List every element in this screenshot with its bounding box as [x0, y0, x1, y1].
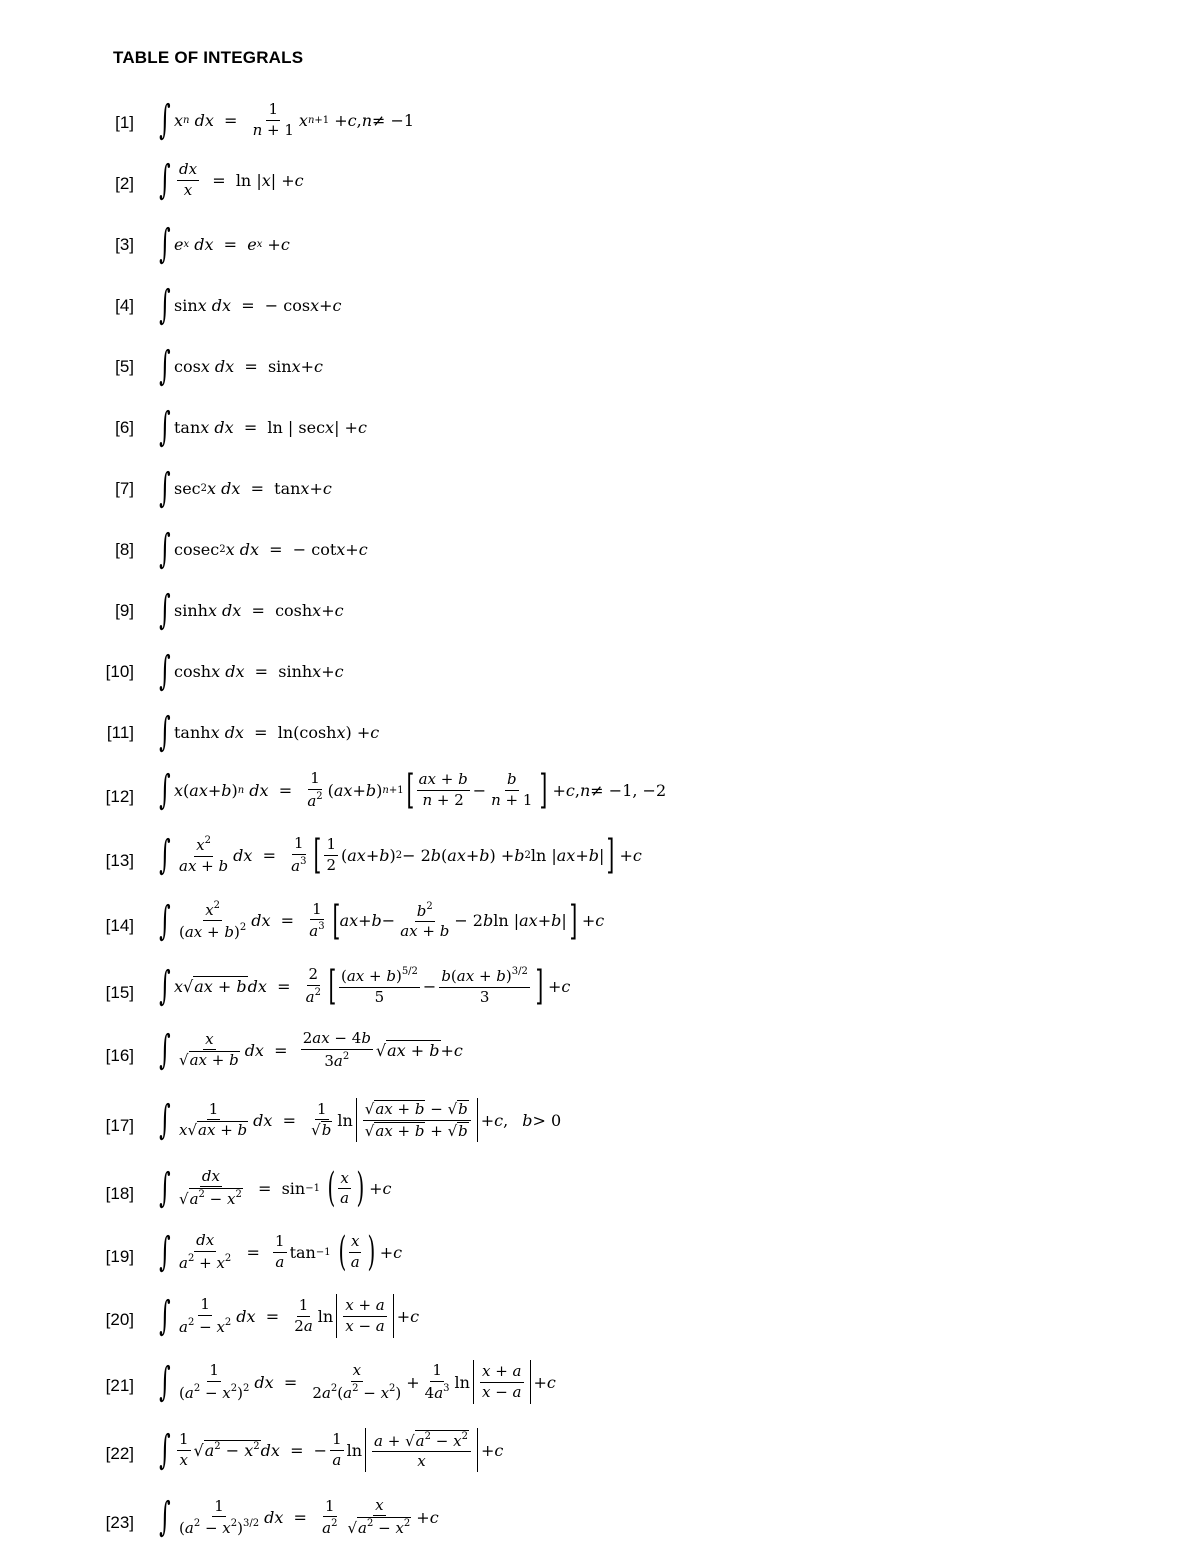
formula-number: [16] [105, 1046, 134, 1065]
formula-number: [12] [105, 787, 134, 806]
formula-number: [14] [105, 916, 134, 935]
formula-5: ∫ cos x dx = sin x + c [159, 343, 323, 389]
formula-23: ∫ $\frac{1}{(a^2 - x^2)^{3/2}}$ dx = $\frac{1}{a^2}$ x √ $a^2 - x^2$ + c [159, 1494, 439, 1541]
formula-3: ∫ e x dx = e x + c [159, 221, 290, 267]
formula-number: [13] [105, 851, 134, 870]
formula-number: [7] [115, 479, 134, 498]
formula-17: ∫ 1 x√ ax + b dx = 1 √ b ln √ ax + b − √ b √ ax + b + √ b + c , b > 0 [159, 1097, 562, 1143]
formula-15: ∫ x √ ax + b dx = $\frac{2}{a^2}$ [ $\frac{(ax + b)^{5/2}}{5}$ − $\frac{b(ax + b)^{3/2}}{3}$ ] + c [159, 963, 571, 1009]
formula-number: [15] [105, 983, 134, 1002]
formula-number: [2] [115, 174, 134, 193]
formula-22: ∫ $\frac{1}{x}$ √ $a^2 - x^2$ dx = − $\frac{1}{a}$ ln a + √ $a^2 - x^2$ x + c [159, 1427, 504, 1473]
formula-number: [1] [115, 113, 134, 132]
formula-7: ∫ sec 2 x dx = tan x + c [159, 465, 332, 511]
formula-number: [23] [105, 1513, 134, 1532]
formula-9: ∫ sinh x dx = cosh x + c [159, 587, 344, 633]
formula-1: ∫ x n dx = $\frac{1}{n + 1}$ x n+1 + c , n ≠ −1 [159, 97, 415, 143]
formula-13: ∫ $\frac{x^2}{ax + b}$ dx = $\frac{1}{a^3}$ [ $\frac{1}{2}$ ( ax + b ) 2 − 2 b ( ax + b ) + b 2 ln | ax + b | ] + c [159, 832, 642, 878]
page-title: TABLE OF INTEGRALS [113, 48, 304, 67]
formula-number: [3] [115, 235, 134, 254]
formula-19: ∫ $\frac{dx}{a^2 + x^2}$ = $\frac{1}{a}$ tan −1 ( $\frac{x}{a}$ ) + c [159, 1229, 403, 1275]
formula-number: [17] [105, 1116, 134, 1135]
formula-number: [11] [106, 723, 134, 742]
formula-21: ∫ $\frac{1}{(a^2 - x^2)^2}$ dx = $\frac{x}{2a^2(a^2 - x^2)}$ + $\frac{1}{4a^3}$ ln $\frac{x + a}{x - a}$ + c [159, 1359, 556, 1405]
formula-14: ∫ $\frac{x^2}{(ax + b)^2}$ dx = $\frac{1}{a^3}$ [ ax + b − $\frac{b^2}{ax + b}$ − 2 b ln | ax + b | ] + c [159, 897, 605, 944]
formula-number: [21] [105, 1376, 134, 1395]
formula-11: ∫ tanh x dx = ln(cosh x ) + c [159, 709, 380, 755]
formula-20: ∫ $\frac{1}{a^2 - x^2}$ dx = $\frac{1}{2a}$ ln $\frac{x + a}{x - a}$ + c [159, 1293, 420, 1339]
formula-number: [18] [105, 1184, 134, 1203]
formula-number: [6] [115, 418, 134, 437]
formula-number: [20] [105, 1310, 134, 1329]
formula-number: [9] [115, 601, 134, 620]
formula-number: [8] [115, 540, 134, 559]
formula-number: [10] [105, 662, 134, 681]
formula-18: ∫ dx √ $a^2 - x^2$ = sin −1 ( $\frac{x}{a}$ ) + c [159, 1165, 392, 1212]
formula-number: [22] [105, 1444, 134, 1463]
formula-2: ∫ $\frac{dx}{x}$ = ln | x | + c [159, 157, 304, 203]
formula-12: ∫ x ( ax + b ) n dx = $\frac{1}{a^2}$ ( ax + b ) n+1 [ $\frac{ax + b}{n + 2}$ − $\frac{b}{n + 1}$ ] + c , n ≠ −1, −2 [159, 767, 667, 813]
formula-8: ∫ cosec 2 x dx = − cot x + c [159, 526, 368, 572]
formula-6: ∫ tan x dx = ln | sec x | + c [159, 404, 367, 450]
formula-number: [19] [105, 1247, 134, 1266]
formula-4: ∫ sin x dx = − cos x + c [159, 282, 342, 328]
formula-10: ∫ cosh x dx = sinh x + c [159, 648, 344, 694]
formula-number: [5] [115, 357, 134, 376]
formula-16: ∫ x √ ax + b dx = $\frac{2ax - 4b}{3a^2}$ √ ax + b + c [159, 1027, 463, 1073]
formula-number: [4] [115, 296, 134, 315]
